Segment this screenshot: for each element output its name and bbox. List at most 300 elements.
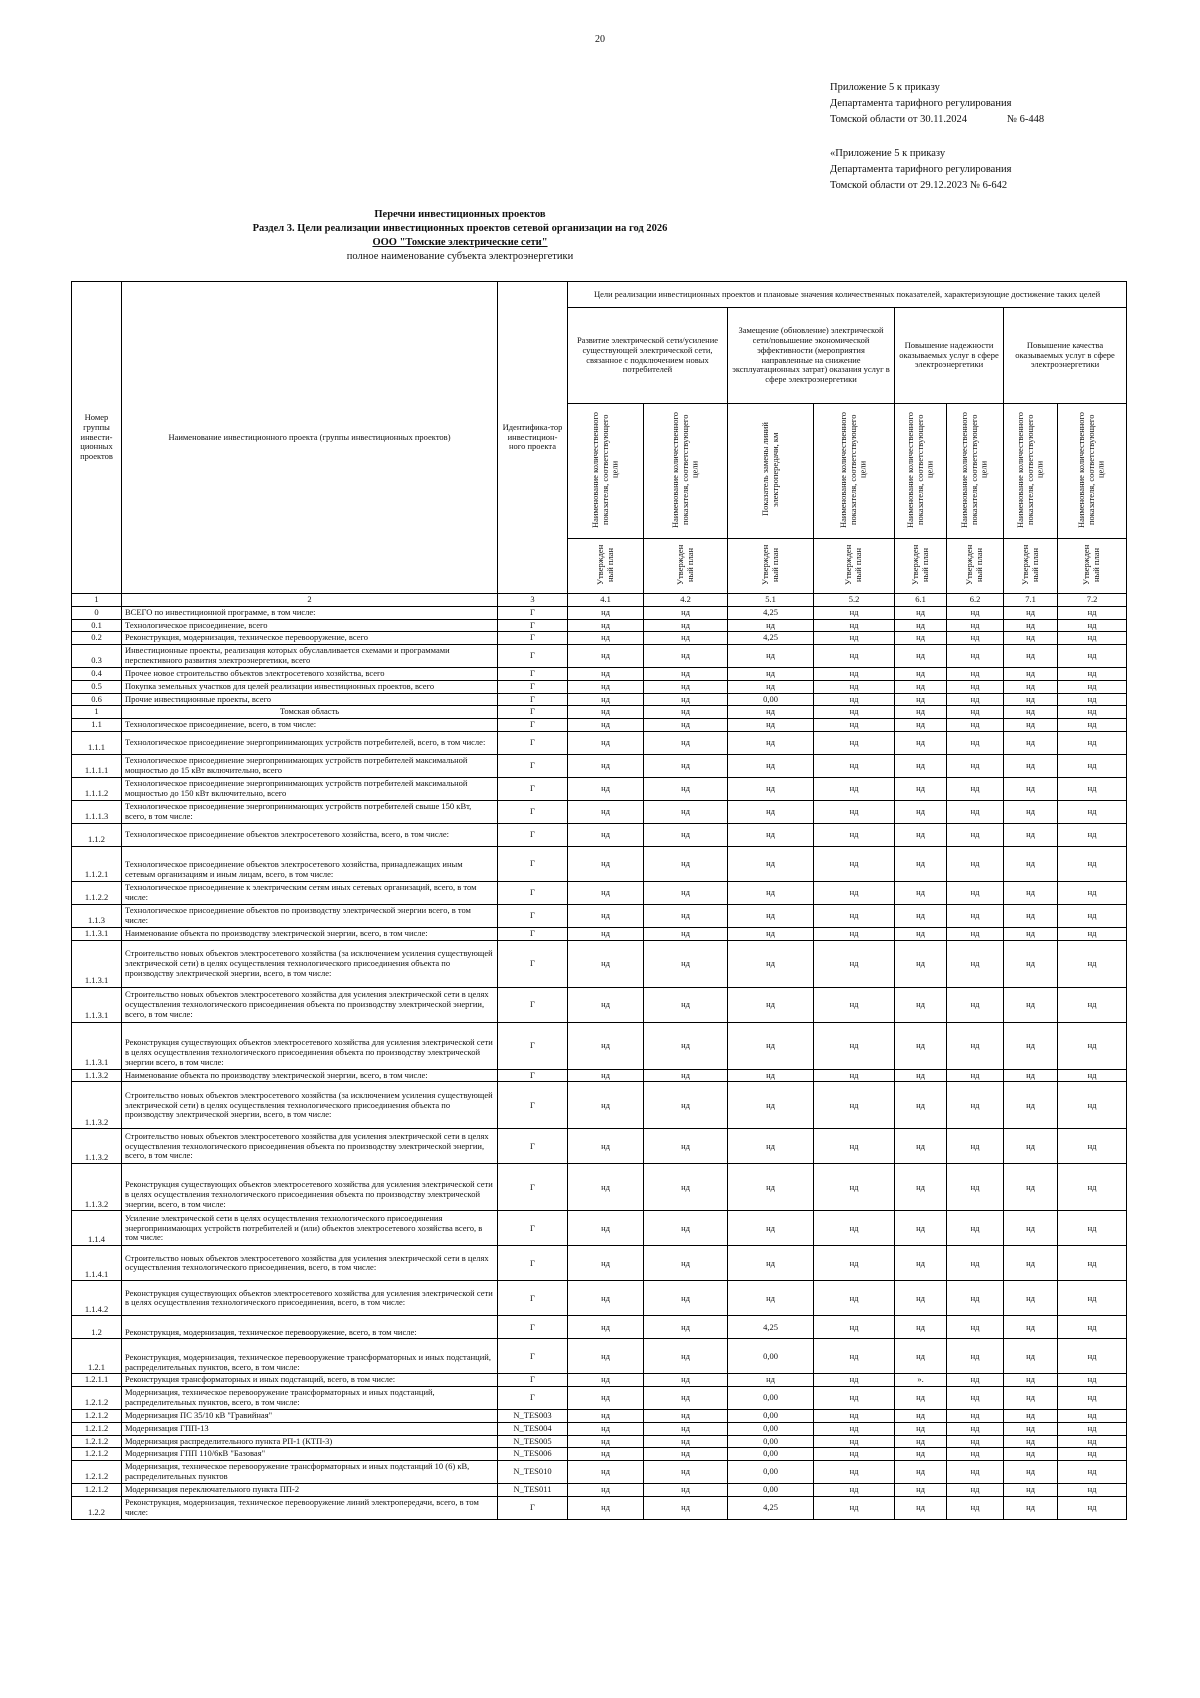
table-row [72,904,1127,927]
row-value: нд [895,1435,947,1448]
row-value: нд [814,731,895,754]
row-value: нд [728,881,814,904]
row-value: нд [814,1164,895,1211]
row-project-id: Г [498,1022,568,1069]
row-value: нд [1058,680,1127,693]
row-value: нд [1004,1339,1058,1374]
row-value: нд [644,1435,728,1448]
row-value: нд [568,680,644,693]
row-value: нд [568,1461,644,1484]
row-group-number: 1.1.4.2 [72,1281,122,1316]
row-group-number: 1.1 [72,719,122,732]
row-value: 0,00 [728,693,814,706]
table-row [72,680,1127,693]
table-row [72,1339,1127,1374]
row-value: нд [814,1129,895,1164]
row-value: нд [947,1387,1004,1410]
row-project-id: Г [498,619,568,632]
row-project-id: Г [498,731,568,754]
row-value: нд [644,777,728,800]
row-value: нд [1004,1461,1058,1484]
row-value: нд [814,1374,895,1387]
row-value: 0,00 [728,1339,814,1374]
row-value: нд [947,680,1004,693]
row-value: нд [644,1374,728,1387]
row-value: нд [644,706,728,719]
row-value: нд [814,1410,895,1423]
row-project-name: Технологическое присоединение, всего, в том числе: [122,719,498,732]
row-value: нд [644,1082,728,1129]
row-value: нд [1058,668,1127,681]
table-row [72,693,1127,706]
row-value: нд [895,645,947,668]
row-value: нд [568,881,644,904]
row-value: нд [568,619,644,632]
row-group-number: 1.2.1 [72,1339,122,1374]
row-group-number: 1.2.1.2 [72,1484,122,1497]
header-indicator-name: Наименование количественного показателя, соответствующего цели [814,404,895,539]
row-value: нд [728,1281,814,1316]
row-value: 0,00 [728,1387,814,1410]
row-project-id: Г [498,1387,568,1410]
row-value: нд [1058,1211,1127,1246]
row-project-id: Г [498,846,568,881]
table-row [72,668,1127,681]
row-group-number: 1.2.1.2 [72,1422,122,1435]
row-project-id: Г [498,1281,568,1316]
row-value: нд [644,680,728,693]
row-value: нд [1004,927,1058,940]
row-value: нд [728,731,814,754]
row-project-name: ВСЕГО по инвестиционной программе, в том числе: [122,606,498,619]
row-value: нд [644,619,728,632]
header-project-id: Идентифика-тор инвестицион-ного проекта [498,282,568,594]
row-value: нд [895,1281,947,1316]
row-value: нд [895,719,947,732]
row-value: нд [947,1082,1004,1129]
row-value: нд [1058,619,1127,632]
row-value: нд [814,1069,895,1082]
table-row [72,719,1127,732]
row-value: нд [1058,846,1127,881]
row-value: нд [1004,719,1058,732]
row-value: нд [1004,1374,1058,1387]
row-value: нд [947,800,1004,823]
row-value: нд [947,1422,1004,1435]
row-project-id: Г [498,606,568,619]
row-value: 0,00 [728,1461,814,1484]
row-value: нд [1058,1484,1127,1497]
row-value: нд [814,1435,895,1448]
row-project-name: Реконструкция существующих объектов электросетевого хозяйства для усиления электрической сети в целях осуществления технологического присоединения, всего, в том числе: [122,1281,498,1316]
row-value: нд [728,1374,814,1387]
row-value: нд [644,1246,728,1281]
row-value: нд [728,823,814,846]
row-value: нд [1058,1164,1127,1211]
row-value: нд [814,1484,895,1497]
header-indicator-name: Наименование количественного показателя, соответствующего цели [1004,404,1058,539]
header-approved-plan: Утвержден ный план [728,539,814,594]
row-value: нд [947,719,1004,732]
row-value: нд [568,1316,644,1339]
row-project-id: Г [498,645,568,668]
row-value: нд [1058,1316,1127,1339]
row-value: нд [895,606,947,619]
row-value: нд [814,668,895,681]
row-value: нд [1004,1497,1058,1520]
row-value: нд [814,904,895,927]
table-row [72,1387,1127,1410]
row-value: нд [568,904,644,927]
row-project-name: Строительство новых объектов электросетевого хозяйства для усиления электрической сети в целях осуществления технологического присоединения, всего, в том числе: [122,1246,498,1281]
row-project-id: Г [498,1129,568,1164]
row-value: нд [1004,754,1058,777]
row-value: нд [814,1211,895,1246]
row-value: нд [895,1448,947,1461]
row-group-number: 1.2 [72,1316,122,1339]
row-project-name: Строительство новых объектов электросетевого хозяйства (за исключением усиления существующей электрической сети) в целях осуществления технологического присоединения объекта по производству электрической энергии, всего, в том числе: [122,940,498,987]
column-number: 6.2 [947,594,1004,607]
row-value: нд [814,1422,895,1435]
table-row [72,823,1127,846]
investment-goals-table [71,281,1127,1520]
row-value: нд [1004,1281,1058,1316]
row-value: нд [644,1461,728,1484]
row-value: нд [644,632,728,645]
row-value: нд [814,881,895,904]
table-row [72,1022,1127,1069]
row-value: нд [895,1497,947,1520]
row-value: нд [1058,1461,1127,1484]
row-value: нд [814,800,895,823]
row-value: нд [1004,632,1058,645]
row-value: нд [644,846,728,881]
header-order-number: № 6-448 [1006,114,1045,125]
column-number-row [72,594,1127,607]
table-row [72,987,1127,1022]
row-project-name: Модернизация ГПП-13 [122,1422,498,1435]
row-project-name: Технологическое присоединение энергопринимающих устройств потребителей свыше 150 кВт, всего, в том числе: [122,800,498,823]
row-value: ». [895,1374,947,1387]
row-group-number: 1.1.3.2 [72,1082,122,1129]
row-value: нд [644,940,728,987]
row-project-name: Реконструкция, модернизация, техническое перевооружение, всего [122,632,498,645]
row-value: нд [814,706,895,719]
row-value: нд [644,1422,728,1435]
row-value: нд [644,800,728,823]
column-number: 3 [498,594,568,607]
row-value: нд [947,754,1004,777]
approval-header-previous [830,146,1011,194]
row-value: нд [728,1164,814,1211]
row-group-number: 0.4 [72,668,122,681]
row-value: нд [644,731,728,754]
row-value: нд [947,645,1004,668]
row-value: нд [814,940,895,987]
row-value: нд [947,987,1004,1022]
row-value: нд [814,1246,895,1281]
column-number: 4.2 [644,594,728,607]
row-value: нд [1058,1435,1127,1448]
row-value: нд [568,632,644,645]
row-project-id: N_TES003 [498,1410,568,1423]
row-value: нд [1004,823,1058,846]
table-row [72,777,1127,800]
row-value: нд [1058,706,1127,719]
row-value: нд [895,1461,947,1484]
row-value: нд [947,619,1004,632]
row-project-name: Прочее новое строительство объектов электросетевого хозяйства, всего [122,668,498,681]
row-value: нд [728,1069,814,1082]
row-project-name: Реконструкция существующих объектов электросетевого хозяйства для усиления электрической сети в целях осуществления технологического присоединения объекта по производству электрической энергии всего, в том числе: [122,1022,498,1069]
row-group-number: 1.1.3.2 [72,1069,122,1082]
header-line [830,112,1044,128]
row-value: нд [644,645,728,668]
row-value: 0,00 [728,1410,814,1423]
row-project-name: Инвестиционные проекты, реализация которых обуславливается схемами и программами перспективного развития электроэнергетики, всего [122,645,498,668]
row-value: нд [728,927,814,940]
row-value: нд [814,1461,895,1484]
row-value: нд [1004,1069,1058,1082]
row-value: нд [568,719,644,732]
row-value: нд [814,680,895,693]
row-value: нд [1004,1484,1058,1497]
row-value: нд [947,1316,1004,1339]
row-group-number: 0 [72,606,122,619]
column-number: 5.2 [814,594,895,607]
table-row [72,1164,1127,1211]
row-group-number: 0.6 [72,693,122,706]
row-value: нд [814,1082,895,1129]
header-goal-development: Развитие электрической сети/усиление существующей электрической сети, связанное с подключением новых потребителей [568,308,728,404]
row-value: нд [947,606,1004,619]
table-row [72,1316,1127,1339]
row-value: нд [947,1339,1004,1374]
row-value: нд [1004,706,1058,719]
row-value: нд [814,1339,895,1374]
row-group-number: 0.1 [72,619,122,632]
row-project-id: Г [498,881,568,904]
row-value: нд [895,927,947,940]
header-line: «Приложение 5 к приказу [830,148,946,159]
row-value: нд [895,1211,947,1246]
row-project-name: Технологическое присоединение энергопринимающих устройств потребителей максимальной мощностью до 150 кВт включительно, всего [122,777,498,800]
row-project-name: Строительство новых объектов электросетевого хозяйства для усиления электрической сети в целях осуществления технологического присоединения объекта по производству электрической энергии, всего, в том числе: [122,1129,498,1164]
table-row [72,1246,1127,1281]
row-project-name: Технологическое присоединение объектов электросетевого хозяйства, всего, в том числе: [122,823,498,846]
table-row [72,1069,1127,1082]
row-value: 0,00 [728,1422,814,1435]
row-value: нд [895,1246,947,1281]
row-project-id: Г [498,1164,568,1211]
table-row [72,1484,1127,1497]
row-value: нд [1058,1422,1127,1435]
row-value: нд [895,800,947,823]
row-value: нд [895,1082,947,1129]
table-row [72,927,1127,940]
row-value: нд [644,904,728,927]
row-project-id: N_TES005 [498,1435,568,1448]
row-value: нд [1058,800,1127,823]
table-row [72,632,1127,645]
row-project-name: Реконструкция, модернизация, техническое перевооружение линий электропередачи, всего, в том числе: [122,1497,498,1520]
row-value: нд [947,823,1004,846]
header-indicator-name: Наименование количественного показателя, соответствующего цели [947,404,1004,539]
row-value: нд [947,1435,1004,1448]
row-value: нд [947,731,1004,754]
row-group-number: 1.1.4.1 [72,1246,122,1281]
header-goals: Цели реализации инвестиционных проектов и плановые значения количественных показателей, характеризующие достижение таких целей [568,282,1127,308]
row-project-id: N_TES011 [498,1484,568,1497]
row-group-number: 0.3 [72,645,122,668]
row-value: нд [895,1069,947,1082]
row-value: нд [947,940,1004,987]
row-value: нд [1004,987,1058,1022]
row-project-name: Наименование объекта по производству электрической энергии, всего, в том числе: [122,1069,498,1082]
row-value: нд [1004,777,1058,800]
column-number: 2 [122,594,498,607]
row-value: нд [644,1316,728,1339]
header-approved-plan: Утвержден ный план [1004,539,1058,594]
row-value: нд [947,1410,1004,1423]
column-number: 7.1 [1004,594,1058,607]
table-row [72,606,1127,619]
table-row [72,846,1127,881]
row-value: нд [644,1339,728,1374]
row-value: нд [568,731,644,754]
row-value: нд [568,1435,644,1448]
row-value: нд [1004,1211,1058,1246]
row-value: нд [1058,1246,1127,1281]
row-project-id: N_TES004 [498,1422,568,1435]
row-value: нд [728,940,814,987]
row-value: нд [644,1484,728,1497]
header-approved-plan: Утвержден ный план [568,539,644,594]
table-row [72,1410,1127,1423]
row-value: нд [1058,1410,1127,1423]
row-value: нд [644,668,728,681]
row-value: 4,25 [728,606,814,619]
row-value: 4,25 [728,1316,814,1339]
row-group-number: 1.2.1.2 [72,1448,122,1461]
row-value: нд [644,1211,728,1246]
table-row [72,645,1127,668]
row-value: нд [947,632,1004,645]
row-value: нд [947,927,1004,940]
row-value: нд [1004,1435,1058,1448]
row-value: нд [1004,1387,1058,1410]
header-approved-plan: Утвержден ный план [947,539,1004,594]
row-value: нд [568,823,644,846]
row-value: нд [1058,927,1127,940]
row-value: нд [947,1374,1004,1387]
row-value: нд [644,719,728,732]
row-value: нд [644,1387,728,1410]
row-value: нд [644,754,728,777]
row-value: нд [1004,800,1058,823]
row-group-number: 1.2.1.1 [72,1374,122,1387]
row-value: нд [947,881,1004,904]
row-project-name: Модернизация переключательного пункта ПП-2 [122,1484,498,1497]
row-group-number: 1.1.2.1 [72,846,122,881]
column-number: 7.2 [1058,594,1127,607]
header-indicator-name: Наименование количественного показателя, соответствующего цели [568,404,644,539]
header-indicator-name: Наименование количественного показателя, соответствующего цели [1058,404,1127,539]
row-value: нд [1058,606,1127,619]
row-value: нд [1004,668,1058,681]
row-value: нд [728,668,814,681]
row-value: нд [568,1082,644,1129]
column-number: 1 [72,594,122,607]
row-value: нд [1004,846,1058,881]
table-row [72,731,1127,754]
row-project-name: Технологическое присоединение объектов по производству электрической энергии всего, в том числе: [122,904,498,927]
row-value: нд [568,1164,644,1211]
row-project-name: Технологическое присоединение энергопринимающих устройств потребителей, всего, в том числе: [122,731,498,754]
row-value: нд [814,606,895,619]
row-value: нд [1058,1022,1127,1069]
row-value: нд [814,1281,895,1316]
row-value: нд [947,1246,1004,1281]
row-project-id: Г [498,719,568,732]
table-row [72,1435,1127,1448]
row-value: нд [568,940,644,987]
table-row [72,1461,1127,1484]
table-row [72,1082,1127,1129]
row-value: нд [895,619,947,632]
row-value: нд [728,1082,814,1129]
row-project-id: N_TES006 [498,1448,568,1461]
table-header [72,282,1127,607]
row-value: нд [568,927,644,940]
row-value: нд [1004,1246,1058,1281]
row-value: нд [728,680,814,693]
row-value: нд [947,1448,1004,1461]
header-line: Томской области от 29.12.2023 № 6-642 [830,180,1008,191]
table-row [72,1422,1127,1435]
row-value: нд [1058,823,1127,846]
row-value: нд [1058,754,1127,777]
row-group-number: 1.2.1.2 [72,1461,122,1484]
row-group-number: 0.2 [72,632,122,645]
row-project-id: Г [498,1246,568,1281]
row-group-number: 1.1.3.1 [72,927,122,940]
row-value: нд [814,1387,895,1410]
row-value: нд [1058,1339,1127,1374]
header-approved-plan: Утвержден ный план [814,539,895,594]
row-value: нд [895,1129,947,1164]
row-group-number: 1.1.3 [72,904,122,927]
row-value: нд [1058,632,1127,645]
row-value: нд [895,632,947,645]
row-value: нд [568,1484,644,1497]
table-row [72,1281,1127,1316]
table-row [72,1211,1127,1246]
row-value: нд [1058,1082,1127,1129]
row-project-name: Строительство новых объектов электросетевого хозяйства (за исключением усиления существующей электрической сети) в целях осуществления технологического присоединения объекта по производству электрической энергии, всего, в том числе: [122,1082,498,1129]
row-value: нд [644,1281,728,1316]
row-value: нд [568,1069,644,1082]
header-goal-quality: Повышение качества оказываемых услуг в сфере электроэнергетики [1004,308,1127,404]
row-value: нд [1058,645,1127,668]
row-value: нд [895,904,947,927]
row-value: нд [568,706,644,719]
row-value: нд [728,904,814,927]
row-group-number: 0.5 [72,680,122,693]
row-value: нд [895,881,947,904]
row-value: нд [947,846,1004,881]
row-value: нд [895,1022,947,1069]
